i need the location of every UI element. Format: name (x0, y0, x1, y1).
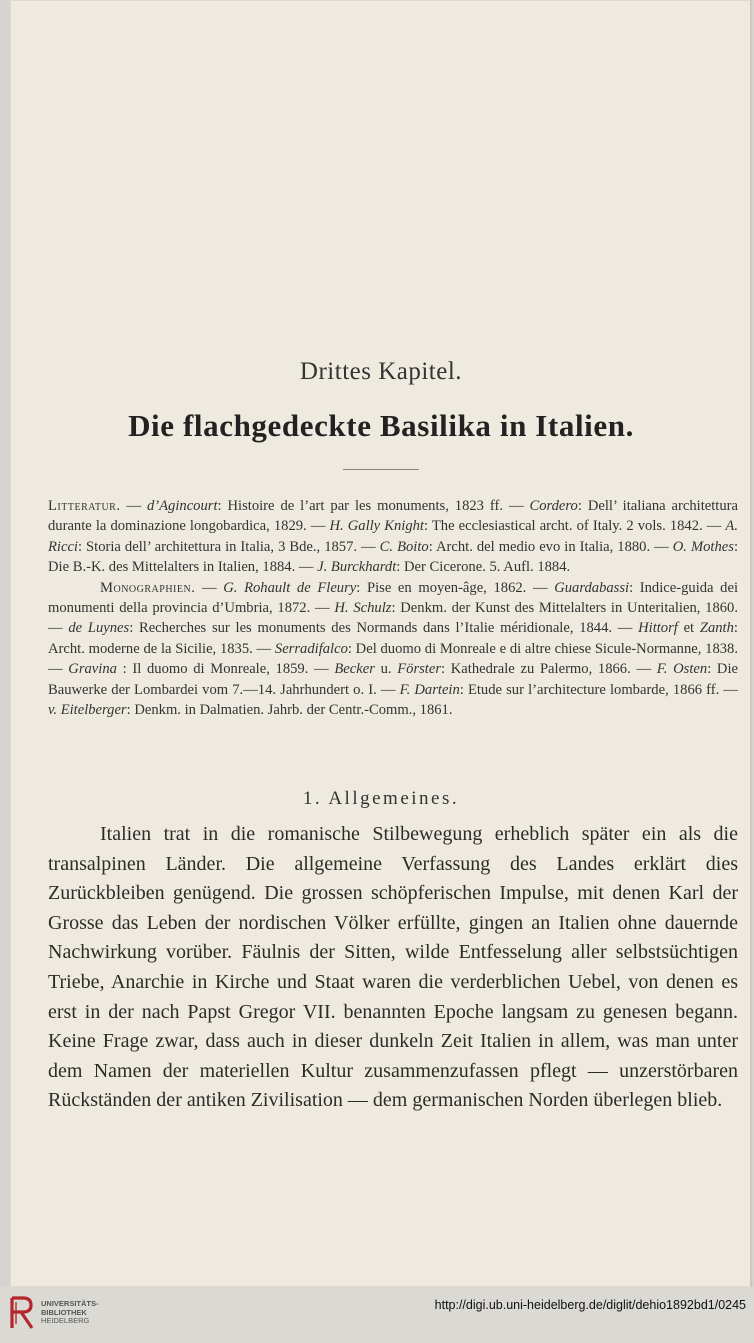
literature-block (48, 496, 738, 720)
literature-text: : Kathedrale zu Palermo, 1866. — (441, 661, 657, 678)
author-name: G. Rohault de Fleury (223, 579, 357, 596)
author-name: Förster (397, 661, 442, 678)
author-name: Guardabassi (554, 579, 630, 596)
page-edge (750, 0, 752, 1287)
literature-text: : The ecclesiastical archt. of Italy. 2 vols. 1842. — (423, 518, 726, 535)
permalink-url[interactable]: http://digi.ub.uni-heidelberg.de/diglit/dehio1892bd1/0245 (434, 1298, 746, 1312)
scanned-page (10, 0, 752, 1287)
literature-text: : Denkm. der Kunst des Mittelalters in Unteritalien, 1860. — (48, 600, 738, 637)
author-name: C. Boito (379, 538, 429, 555)
literature-text: : Storia dell’ architettura in Italia, 3 Bde., 1857. — (77, 538, 380, 555)
section-heading: 1. Allgemeines. (302, 788, 460, 809)
author-name: Becker (334, 661, 375, 678)
literature-text: : Archt. moderne de la Sicilie, 1835. — (48, 620, 738, 657)
body-text-block (48, 820, 738, 1116)
literature-text: : Die Bauwerke der Lombardei vom 7.—14. Jahrhundert o. I. — (48, 661, 739, 698)
library-logo-text (41, 1300, 99, 1326)
author-name: Zanth (699, 620, 734, 637)
literature-label: Monographien. (100, 579, 196, 596)
literature-text: : Archt. del medio evo in Italia, 1880. — (428, 538, 673, 555)
author-name: F. Dartein (399, 681, 460, 698)
author-name: H. Schulz (334, 600, 392, 617)
literature-text: : Recherches sur les monuments des Normands dans l’Italie méridionale, 1844. — (129, 620, 639, 637)
literature-text: — (195, 579, 224, 596)
author-name: de Luynes (68, 620, 130, 637)
author-name: F. Osten (656, 661, 708, 678)
literature-text: — (120, 498, 147, 514)
logo-line: BIBLIOTHEK (41, 1307, 87, 1317)
author-name: H. Gally Knight (329, 518, 424, 535)
author-name: Cordero (529, 498, 578, 514)
literature-label: Litteratur. (48, 498, 121, 514)
literature-text: u. (374, 661, 398, 678)
author-name: d’Agincourt (146, 498, 218, 514)
university-library-logo-icon (9, 1296, 35, 1330)
literature-text: : Del duomo di Monreale e di altre chiese Sicule-Normanne, 1838. — (48, 640, 738, 678)
monographs-paragraph (48, 578, 738, 721)
author-name: O. Mothes (672, 538, 734, 555)
literature-text: et (677, 620, 700, 637)
author-name: A. Ricci (48, 518, 738, 555)
literature-text: : Il duomo di Monreale, 1859. — (116, 661, 335, 678)
literature-text: : Indice-guida dei monumenti della provincia d’Umbria, 1872. — (48, 579, 738, 617)
logo-line: HEIDELBERG (41, 1316, 90, 1326)
literature-text: : Denkm. in Dalmatien. Jahrb. der Centr.-Comm., 1861. (126, 702, 453, 719)
literature-text: : Der Cicerone. 5. Aufl. 1884. (396, 559, 571, 576)
chapter-title: Die flachgedeckte Basilika in Italien. (128, 408, 634, 443)
divider-rule (343, 469, 419, 470)
author-name: Hittorf (638, 620, 678, 637)
author-name: J. Burckhardt (317, 559, 397, 576)
body-paragraph: Italien trat in die romanische Stilbewegung erheblich später ein als die transalpinen Länder. Die allgemeine Verfassung des Landes erklärt dies Zurückbleiben genügend. Die grossen schöpferischen Impulse, mit denen Karl der Grosse das Leben der nordischen Völker erfüllte, gingen an Italien ohne dauernde Nachwirkung vorüber. Fäulnis der Sitten, wilde Entfesselung aller selbstsüchtigen Triebe, Anarchie in Kirche und Staat waren die verderblichen Uebel, von denen es erst in der nach Papst Gregor VII. benannten Epoche langsam zu genesen begann. Keine Frage zwar, dass auch in dieser dunkeln Zeit Italien in allem, was man unter dem Namen der materiellen Kultur zusammenzufassen pflegt — unzerstörbaren Rückständen der antiken Zivilisation — dem germanischen Norden überlegen blieb. (48, 823, 738, 1112)
library-footer (0, 1287, 754, 1343)
author-name: Gravina (68, 661, 117, 678)
logo-line: UNIVERSITÄTS- (41, 1299, 99, 1308)
author-name: v. Eitelberger (48, 702, 127, 719)
literature-text: : Etude sur l’architecture lombarde, 1866 ff. — (459, 681, 738, 698)
literature-text: : Pise en moyen-âge, 1862. — (356, 579, 555, 596)
author-name: Serradifalco (274, 640, 348, 657)
literature-text: : Histoire de l’art par les monuments, 1823 ff. — (217, 498, 530, 514)
literature-text: : Die B.-K. des Mittelalters in Italien, 1884. — (48, 538, 738, 576)
literature-text: : Dell’ italiana architettura durante la dominazione longobardica, 1829. — (48, 498, 739, 535)
chapter-heading: Drittes Kapitel. (299, 358, 463, 385)
literature-paragraph (48, 496, 738, 578)
